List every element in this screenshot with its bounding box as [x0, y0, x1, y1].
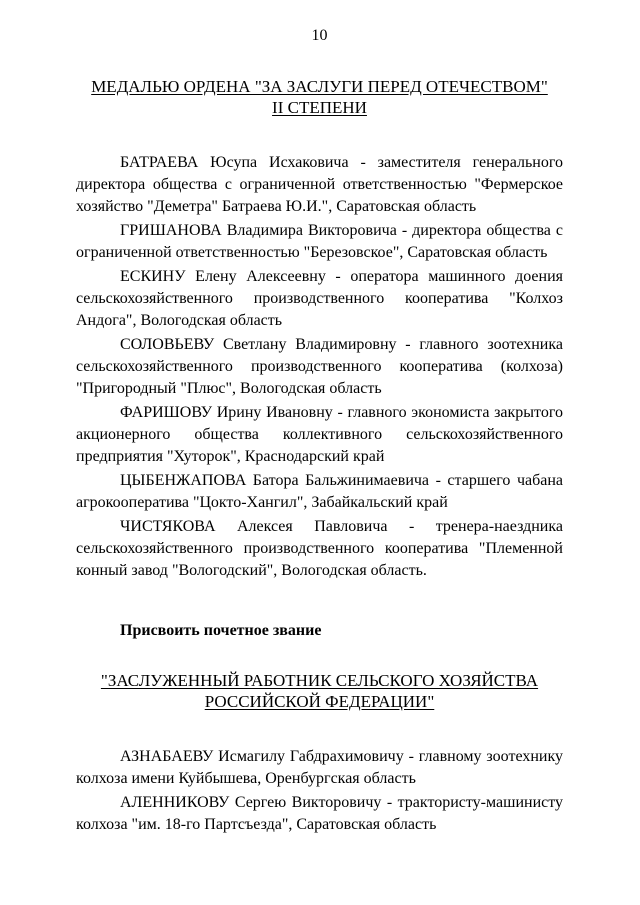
award-entry	[76, 746, 563, 792]
award-entry	[76, 402, 563, 470]
entry-text: Сергею Викторовичу - трактористу-машинисту колхоза "им. 18-го Партсъезда", Саратовская область	[76, 794, 564, 833]
award-entry	[76, 220, 563, 266]
entry-text: Владимира Викторовича - директора общества с ограниченной ответственностью "Березовское", Саратовская область	[76, 222, 563, 261]
award-entry	[76, 516, 563, 584]
entry-text: Алексея Павловича - тренера-наездника сельскохозяйственного производственного кооператива "Племенной конный завод "Вологодский", Вологодская область.	[76, 518, 564, 579]
entry-surname: ЕСКИНУ	[120, 268, 186, 285]
section-1-heading	[76, 76, 563, 118]
section-2-heading-line-2: РОССИЙСКОЙ ФЕДЕРАЦИИ"	[204, 692, 435, 711]
entry-text: Ирину Ивановну - главного экономиста закрытого акционерного общества коллективного сельскохозяйственного предприятия "Хуторок", Краснодарский край	[76, 404, 564, 465]
section-2-entries	[76, 746, 563, 838]
entry-text: Светлану Владимировну - главного зоотехника сельскохозяйственного производственного кооператива (колхоза) "Пригородный "Плюс", Вологодская область	[76, 336, 563, 397]
entry-surname: ЧИСТЯКОВА	[120, 518, 216, 535]
section-1-heading-line-2: II СТЕПЕНИ	[272, 98, 367, 117]
page-number: 10	[311, 27, 328, 44]
entry-text: Юсупа Исхаковича - заместителя генерального директора общества с ограниченной ответственностью "Фермерское хозяйство "Деметра" Батраева Ю.И.", Саратовская область	[76, 154, 563, 215]
section-2-heading-line-1: "ЗАСЛУЖЕННЫЙ РАБОТНИК СЕЛЬСКОГО ХОЗЯЙСТВА	[100, 671, 539, 690]
award-entry	[76, 152, 563, 220]
entry-text: Елену Алексеевну - оператора машинного доения сельскохозяйственного производственного кооператива "Колхоз Андога", Вологодская область	[76, 268, 564, 329]
entry-surname: ГРИШАНОВА	[120, 222, 222, 239]
entry-surname: АЗНАБАЕВУ	[120, 748, 214, 765]
section-1-heading-line-1: МЕДАЛЬЮ ОРДЕНА "ЗА ЗАСЛУГИ ПЕРЕД ОТЕЧЕСТВОМ"	[91, 77, 548, 96]
document-page	[76, 26, 563, 838]
entry-text: Исмагилу Габдрахимовичу - главному зоотехнику колхоза имени Куйбышева, Оренбургская область	[76, 748, 564, 787]
award-entry	[76, 334, 563, 402]
award-entry	[76, 792, 563, 838]
award-entry	[76, 266, 563, 334]
entry-surname: ЦЫБЕНЖАПОВА	[120, 472, 247, 489]
award-entry	[76, 470, 563, 516]
entry-surname: БАТРАЕВА	[120, 154, 199, 171]
section-1-entries	[76, 152, 563, 584]
entry-surname: АЛЕННИКОВУ	[120, 794, 230, 811]
entry-surname: СОЛОВЬЕВУ	[120, 336, 215, 353]
section-2-heading	[76, 670, 563, 712]
entry-text: Батора Бальжинимаевича - старшего чабана агрокооператива "Цокто-Хангил", Забайкальский край	[76, 472, 564, 511]
honorary-title-subheading: Присвоить почетное звание	[120, 622, 322, 639]
entry-surname: ФАРИШОВУ	[120, 404, 213, 421]
